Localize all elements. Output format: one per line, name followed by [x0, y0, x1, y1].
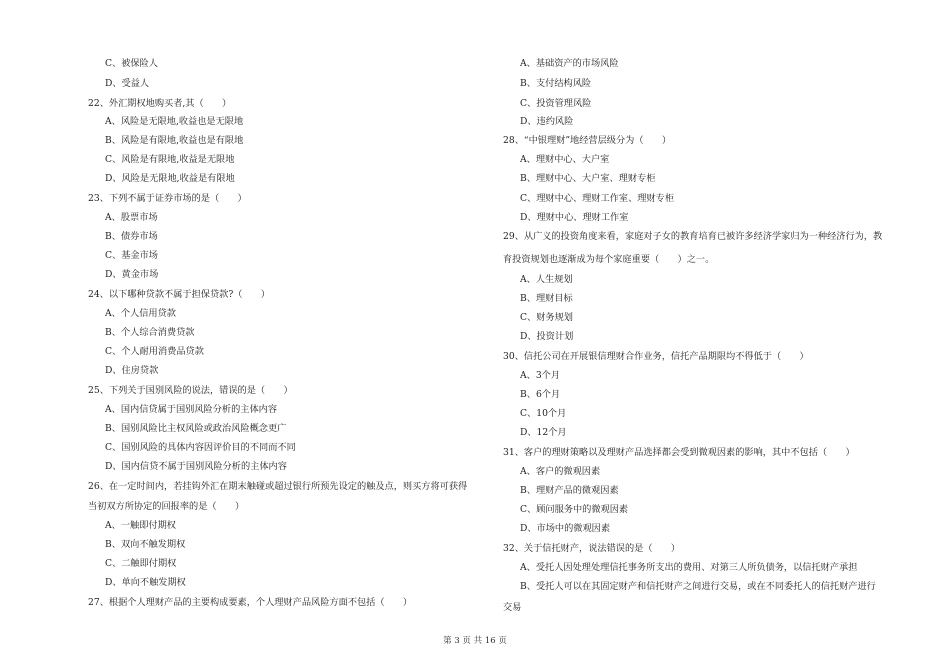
option-text: A、基础资产的市场风险 [520, 58, 619, 69]
option-text: D、投资计划 [520, 331, 574, 342]
option-text: A、股票市场 [105, 212, 158, 223]
option-text: B、风险是有限地,收益也是有限地 [105, 135, 244, 146]
question-text: 28、“中银理财”地经营层级分为（ ） [503, 135, 672, 146]
option-text: D、单向不触发期权 [105, 577, 186, 588]
option-text: D、住房贷款 [105, 365, 159, 376]
option-text: D、12个月 [520, 427, 567, 438]
option-text: D、黄金市场 [105, 269, 159, 280]
option-text: B、理财目标 [520, 293, 573, 304]
option-text: C、投资管理风险 [520, 98, 592, 109]
option-text: B、双向不触发期权 [105, 539, 186, 550]
question-text: 25、下列关于国别风险的说法，错误的是（ ） [88, 385, 293, 396]
option-text: A、受托人因处理处理信托事务所支出的费用、对第三人所负债务，以信托财产承担 [520, 562, 858, 573]
option-text: C、10个月 [520, 408, 567, 419]
option-text: D、风险是无限地,收益是有限地 [105, 173, 235, 184]
option-text: C、财务规划 [520, 312, 573, 323]
option-text: A、风险是无限地,收益也是无限地 [105, 116, 244, 127]
option-text: A、客户的微观因素 [520, 466, 601, 477]
option-text: B、受托人可以在其固定财产和信托财产之间进行交易，或在不同委托人的信托财产进行 [520, 581, 876, 592]
question-text: 27、根据个人理财产品的主要构成要素，个人理财产品风险方面不包括（ ） [88, 597, 413, 608]
option-text: D、违约风险 [520, 116, 574, 127]
option-text: C、顾问服务中的微观因素 [520, 504, 629, 515]
question-text: 26、在一定时间内，若挂钩外汇在期末触碰或超过银行所预先设定的触及点，则买方将可获得 [88, 481, 468, 492]
page-footer: 第 3 页 共 16 页 [443, 636, 507, 646]
question-continuation: 交易 [503, 602, 522, 613]
option-text: D、受益人 [105, 78, 150, 89]
option-text: D、理财中心、理财工作室 [520, 212, 629, 223]
option-text: A、人生规划 [520, 274, 573, 285]
option-text: A、个人信用贷款 [105, 308, 176, 319]
question-continuation: 当初双方所协定的回报率的是（ ） [88, 501, 245, 512]
option-text: B、6个月 [520, 389, 561, 400]
option-text: D、市场中的微观因素 [520, 523, 611, 534]
option-text: B、理财产品的微观因素 [520, 485, 619, 496]
option-text: A、国内信贷属于国别风险分析的主体内容 [105, 404, 278, 415]
option-text: A、理财中心、大户室 [520, 154, 610, 165]
option-text: A、一触即付期权 [105, 520, 176, 531]
question-text: 32、关于信托财产，说法错误的是（ ） [503, 543, 681, 554]
option-text: D、国内信贷不属于国别风险分析的主体内容 [105, 461, 287, 472]
question-text: 31、客户的理财策略以及理财产品选择都会受到微观因素的影响，其中不包括（ ） [503, 447, 855, 458]
option-text: B、理财中心、大户室、理财专柜 [520, 173, 656, 184]
question-text: 24、以下哪种贷款不属于担保贷款?（ ） [88, 289, 270, 300]
option-text: C、理财中心、理财工作室、理财专柜 [520, 193, 675, 204]
option-text: C、风险是有限地,收益是无限地 [105, 154, 235, 165]
option-text: A、3个月 [520, 370, 561, 381]
option-text: B、支付结构风险 [520, 78, 592, 89]
option-text: B、债券市场 [105, 231, 158, 242]
option-text: C、个人耐用消费品贷款 [105, 346, 204, 357]
question-continuation: 育投资规划也逐渐成为每个家庭重要（ ）之一。 [503, 254, 715, 265]
option-text: C、基金市场 [105, 250, 158, 261]
option-text: B、个人综合消费贷款 [105, 327, 195, 338]
option-text: B、国别风险比主权风险或政治风险概念更广 [105, 423, 287, 434]
question-text: 22、外汇期权地购买者,其（ ） [88, 98, 232, 109]
question-text: 29、从广义的投资角度来看，家庭对子女的教育培育已被许多经济学家归为一种经济行为，教 [503, 231, 883, 242]
option-text: C、被保险人 [105, 58, 158, 69]
option-text: C、二触即付期权 [105, 558, 177, 569]
question-text: 30、信托公司在开展银信理财合作业务，信托产品期限均不得低于（ ） [503, 351, 809, 362]
question-text: 23、下列不属于证券市场的是（ ） [88, 193, 247, 204]
option-text: C、国别风险的具体内容因评价目的不同而不同 [105, 442, 296, 453]
